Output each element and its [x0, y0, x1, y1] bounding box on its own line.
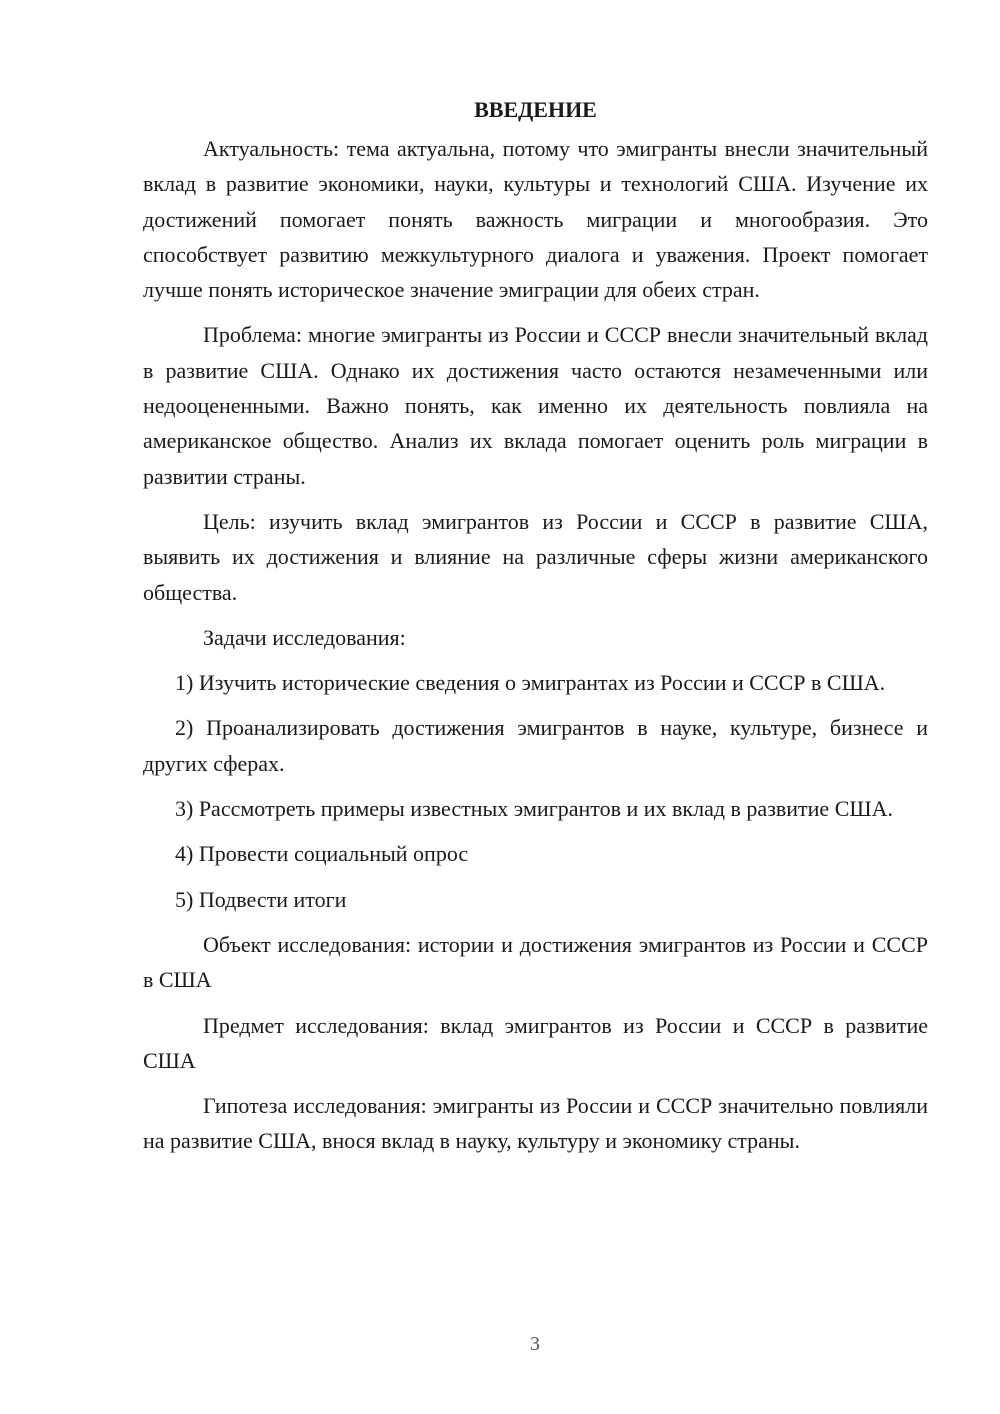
research-subject-paragraph: Предмет исследования: вклад эмигрантов из России и СССР в развитие США: [143, 1012, 928, 1073]
problem-paragraph: Проблема: многие эмигранты из России и СССР внесли значительный вклад в развитие США. Однако их достижения часто остаются незамеченными или недооцененными. Важно понять, как именно их деятельность повлияла на американское общество. Анализ их вклада помогает оценить роль миграции в развитии страны.: [143, 322, 928, 489]
task-item: 3) Рассмотреть примеры известных эмигрантов и их вклад в развитие США.: [175, 796, 893, 822]
relevance-paragraph: Актуальность: тема актуальна, потому что эмигранты внесли значительный вклад в развитие экономики, науки, культуры и технологий США. Изучение их достижений помогает понять важность миграции и многообразия. Это способствует развитию межкультурного диалога и уважения. Проект помогает лучше понять историческое значение эмиграции для обеих стран.: [143, 136, 928, 303]
document-page: [143, 92, 928, 1169]
page-number: 3: [530, 1333, 540, 1355]
research-hypothesis-paragraph: Гипотеза исследования: эмигранты из России и СССР значительно повлияли на развитие США, внося вклад в науку, культуру и экономику страны.: [143, 1093, 928, 1154]
task-item: 2) Проанализировать достижения эмигрантов в науке, культуре, бизнесе и других сферах.: [143, 715, 928, 776]
page-title: ВВЕДЕНИЕ: [474, 97, 597, 122]
goal-paragraph: Цель: изучить вклад эмигрантов из России и СССР в развитие США, выявить их достижения и влияние на различные сферы жизни американского общества.: [143, 508, 928, 605]
task-item: 5) Подвести итоги: [175, 886, 347, 912]
task-item: 4) Провести социальный опрос: [175, 841, 469, 867]
research-object-paragraph: Объект исследования: истории и достижения эмигрантов из России и СССР в США: [143, 931, 928, 993]
tasks-heading: Задачи исследования:: [203, 624, 406, 650]
task-item: 1) Изучить исторические сведения о эмигрантах из России и СССР в США.: [175, 670, 886, 696]
